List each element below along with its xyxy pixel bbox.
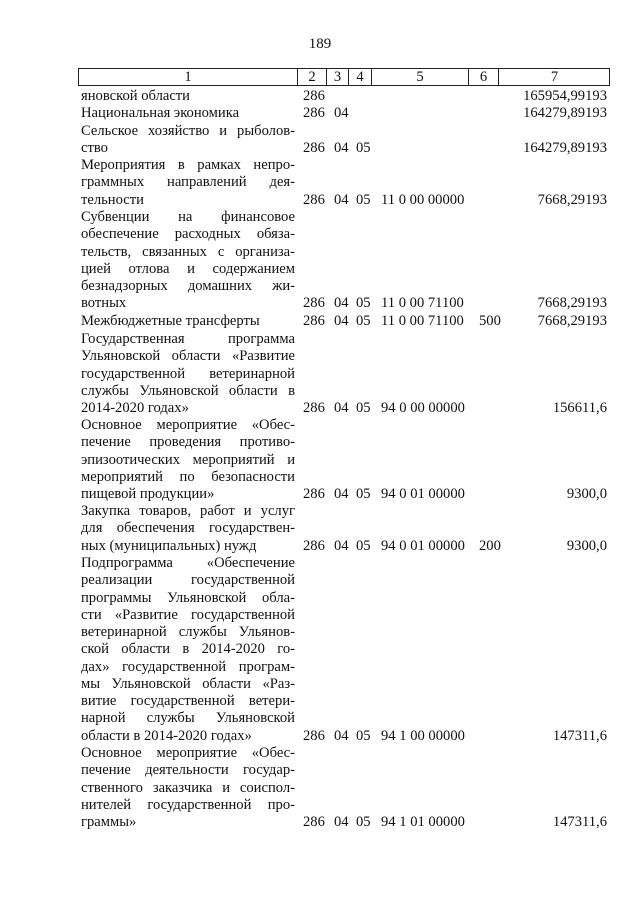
header-col-6: 6 bbox=[468, 69, 498, 85]
description-line: вотных bbox=[81, 295, 127, 312]
description-line: ство bbox=[81, 140, 108, 157]
cell-c3: 04 bbox=[334, 814, 349, 830]
header-col-7: 7 bbox=[498, 69, 610, 85]
cell-c4: 05 bbox=[356, 727, 371, 744]
description-line: для обеспечения государствен- bbox=[81, 520, 295, 537]
header-col-5: 5 bbox=[371, 69, 468, 85]
description-line: Сельское хозяйство и рыболов- bbox=[81, 123, 295, 139]
cell-c3: 04 bbox=[334, 191, 349, 208]
description-line: эпизоотических мероприятий и bbox=[81, 451, 295, 468]
cell-c5: 94 1 00 00000 bbox=[381, 727, 465, 744]
row-description bbox=[81, 331, 295, 417]
cell-c7: 9300,0 bbox=[566, 537, 607, 554]
cell-c4: 05 bbox=[356, 486, 371, 502]
description-line: витие государственной ветери- bbox=[81, 693, 295, 709]
description-line: программы Ульяновской обла- bbox=[81, 589, 295, 606]
cell-c2: 286 bbox=[303, 140, 325, 157]
table-header bbox=[78, 68, 610, 86]
description-line: службы Ульяновской области в bbox=[81, 382, 295, 399]
cell-c2: 286 bbox=[303, 295, 325, 312]
row-description bbox=[81, 503, 295, 555]
description-line: печение проведения противо- bbox=[81, 434, 295, 451]
cell-c5: 94 1 01 00000 bbox=[381, 814, 465, 830]
description-line: области в 2014-2020 годах» bbox=[81, 727, 252, 744]
description-line: Закупка товаров, работ и услуг bbox=[81, 503, 295, 519]
description-line: тельности bbox=[81, 191, 144, 208]
description-line: реализации государственной bbox=[81, 572, 295, 589]
cell-c4: 05 bbox=[356, 537, 371, 554]
description-line: мы Ульяновской области «Раз- bbox=[81, 675, 295, 692]
cell-c3: 04 bbox=[334, 537, 349, 554]
description-line: Основное мероприятие «Обес- bbox=[81, 417, 295, 433]
description-line: Мероприятия в рамках непро- bbox=[81, 157, 295, 173]
cell-c4: 05 bbox=[356, 140, 371, 157]
cell-c2: 286 bbox=[303, 88, 325, 104]
cell-c2: 286 bbox=[303, 727, 325, 744]
description-line: Ульяновской области «Развитие bbox=[81, 348, 295, 365]
cell-c5: 11 0 00 00000 bbox=[381, 191, 465, 208]
cell-c5: 11 0 00 71100 bbox=[381, 313, 464, 329]
row-description bbox=[81, 105, 295, 122]
description-line: граммных направлений дея- bbox=[81, 174, 295, 191]
row-description bbox=[81, 417, 295, 503]
cell-c7: 164279,89193 bbox=[523, 105, 607, 121]
description-line: Государственная программа bbox=[81, 331, 295, 347]
description-line: цией отлова и содержанием bbox=[81, 260, 295, 277]
description-line: дах» государственной програм- bbox=[81, 658, 295, 675]
description-line: ской области в 2014-2020 го- bbox=[81, 641, 295, 658]
row-description bbox=[81, 157, 295, 209]
cell-c7: 7668,29193 bbox=[537, 295, 607, 312]
cell-c2: 286 bbox=[303, 105, 325, 121]
cell-c6: 500 bbox=[479, 313, 501, 329]
row-description bbox=[81, 555, 295, 745]
cell-c7: 165954,99193 bbox=[523, 88, 607, 104]
cell-c7: 164279,89193 bbox=[523, 140, 607, 157]
description-line: яновской области bbox=[81, 88, 190, 104]
description-line: граммы» bbox=[81, 814, 137, 830]
description-line: ственного заказчика и соиспол- bbox=[81, 779, 295, 796]
cell-c4: 05 bbox=[356, 313, 371, 329]
description-line: нителей государственной про- bbox=[81, 796, 295, 813]
description-line: тельств, связанных с организа- bbox=[81, 243, 295, 260]
description-line: безнадзорных домашних жи- bbox=[81, 278, 295, 294]
row-description bbox=[81, 88, 295, 105]
cell-c5: 94 0 01 00000 bbox=[381, 486, 465, 502]
row-description bbox=[81, 313, 295, 330]
cell-c4: 05 bbox=[356, 191, 371, 208]
cell-c3: 04 bbox=[334, 140, 349, 157]
description-line: Национальная экономика bbox=[81, 105, 240, 121]
cell-c3: 04 bbox=[334, 105, 349, 121]
row-description bbox=[81, 209, 295, 313]
row-description bbox=[81, 123, 295, 158]
description-line: мероприятий по безопасности bbox=[81, 468, 295, 485]
header-col-4: 4 bbox=[348, 69, 371, 85]
description-line: пищевой продукции» bbox=[81, 486, 215, 502]
cell-c3: 04 bbox=[334, 313, 349, 329]
cell-c5: 11 0 00 71100 bbox=[381, 295, 464, 312]
cell-c4: 05 bbox=[356, 814, 371, 830]
header-col-3: 3 bbox=[326, 69, 348, 85]
description-line: государственной ветеринарной bbox=[81, 365, 295, 382]
cell-c3: 04 bbox=[334, 295, 349, 312]
cell-c2: 286 bbox=[303, 537, 325, 554]
header-col-1: 1 bbox=[184, 69, 192, 85]
cell-c2: 286 bbox=[303, 400, 325, 416]
cell-c2: 286 bbox=[303, 313, 325, 329]
cell-c7: 156611,6 bbox=[552, 400, 607, 416]
description-line: ветеринарной службы Ульянов- bbox=[81, 624, 295, 640]
cell-c2: 286 bbox=[303, 486, 325, 502]
cell-c4: 05 bbox=[356, 295, 371, 312]
cell-c7: 7668,29193 bbox=[537, 313, 607, 329]
cell-c6: 200 bbox=[479, 537, 501, 554]
cell-c3: 04 bbox=[334, 486, 349, 502]
cell-c4: 05 bbox=[356, 400, 371, 416]
cell-c7: 147311,6 bbox=[552, 727, 607, 744]
description-line: Субвенции на финансовое bbox=[81, 209, 295, 225]
cell-c5: 94 0 00 00000 bbox=[381, 400, 465, 416]
cell-c2: 286 bbox=[303, 814, 325, 830]
description-line: нарной службы Ульяновской bbox=[81, 710, 295, 727]
description-line: обеспечение расходных обяза- bbox=[81, 226, 295, 243]
description-line: сти «Развитие государственной bbox=[81, 606, 295, 623]
description-line: Межбюджетные трансферты bbox=[81, 313, 260, 329]
header-col-2: 2 bbox=[297, 69, 326, 85]
cell-c7: 147311,6 bbox=[552, 814, 607, 830]
description-line: печение деятельности государ- bbox=[81, 762, 295, 779]
page-number: 189 bbox=[308, 36, 332, 52]
cell-c7: 7668,29193 bbox=[537, 191, 607, 208]
cell-c3: 04 bbox=[334, 400, 349, 416]
cell-c3: 04 bbox=[334, 727, 349, 744]
description-line: ных (муниципальных) нужд bbox=[81, 537, 257, 554]
cell-c5: 94 0 01 00000 bbox=[381, 537, 465, 554]
cell-c2: 286 bbox=[303, 191, 325, 208]
description-line: 2014-2020 годах» bbox=[81, 400, 189, 416]
cell-c7: 9300,0 bbox=[566, 486, 607, 502]
description-line: Подпрограмма «Обеспечение bbox=[81, 555, 295, 571]
row-description bbox=[81, 745, 295, 831]
description-line: Основное мероприятие «Обес- bbox=[81, 745, 295, 761]
